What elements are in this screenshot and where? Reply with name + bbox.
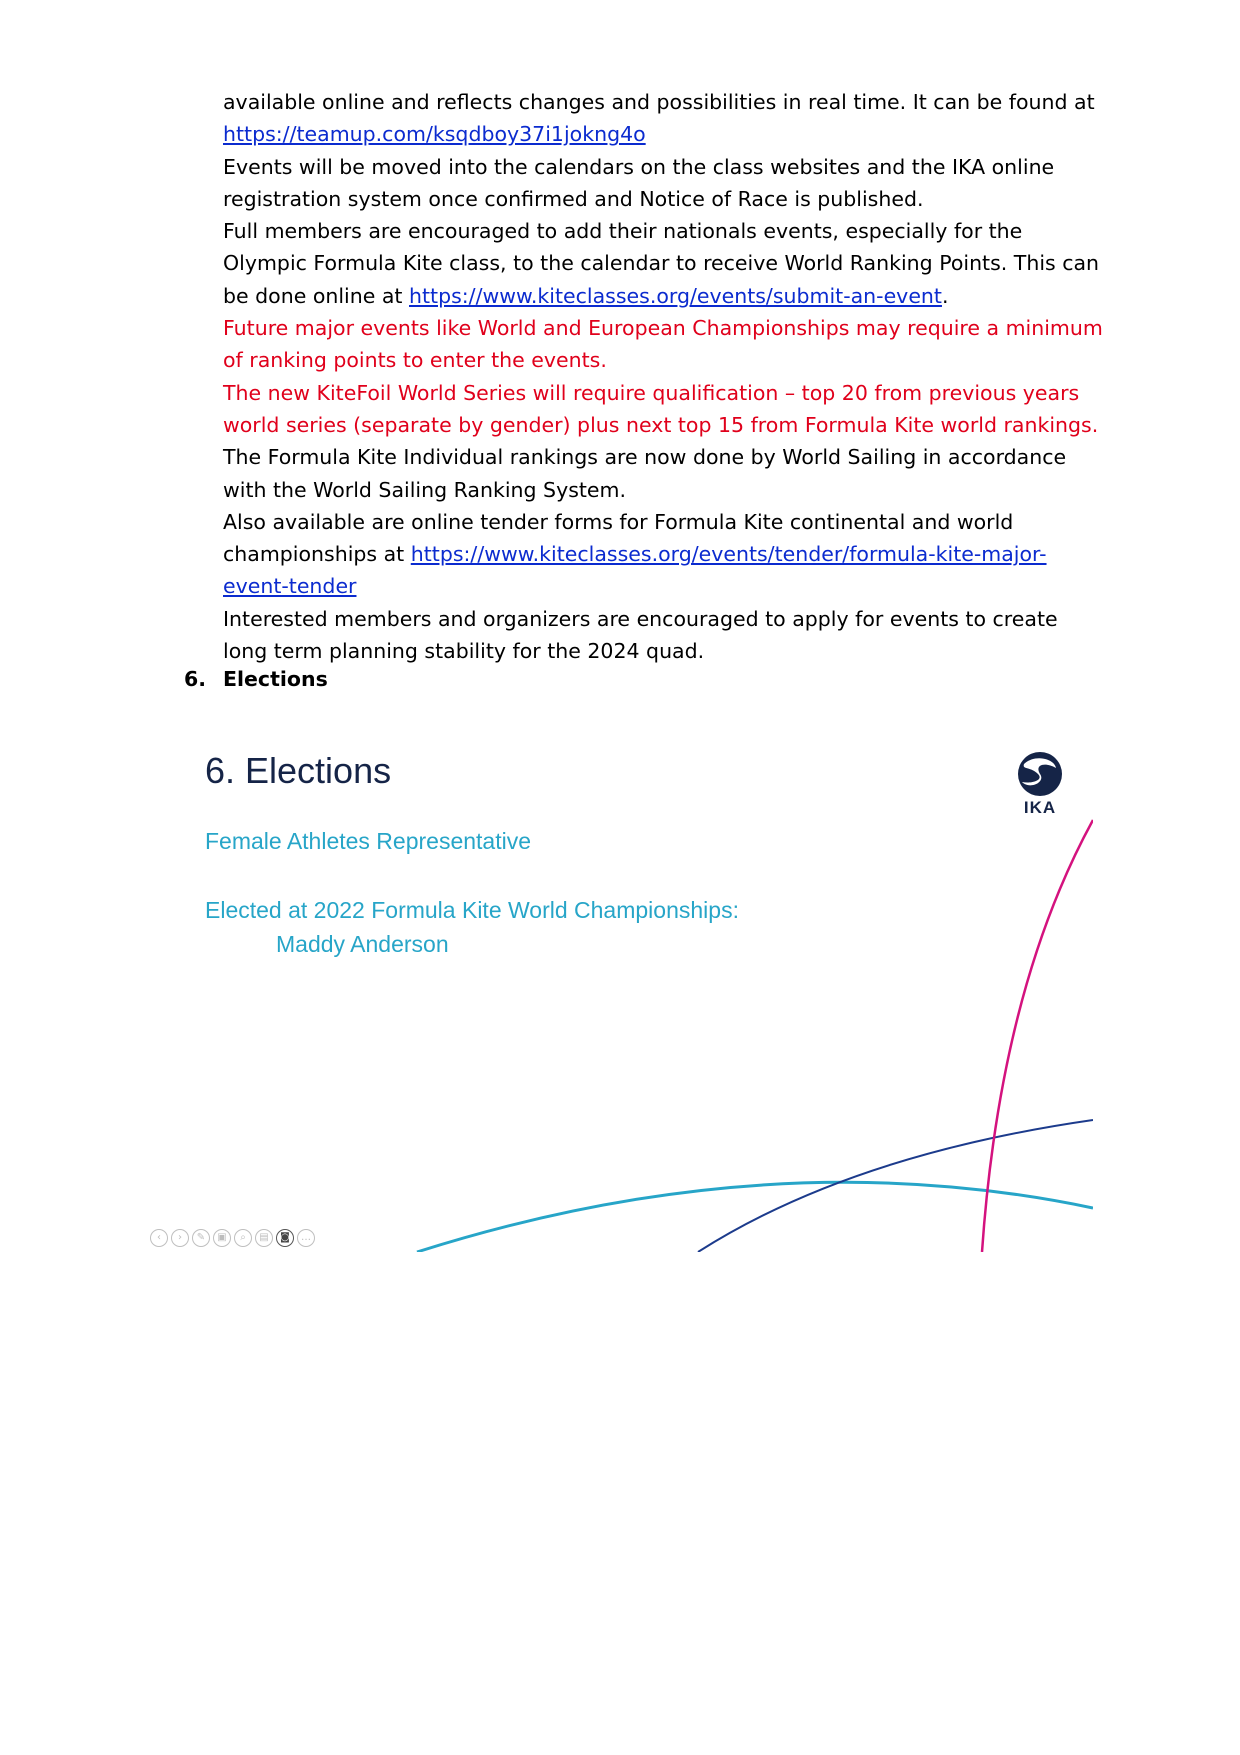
camera-glyph: ◙ [280, 1232, 290, 1243]
paragraph-tender [223, 506, 1103, 603]
slide-elected-line: Elected at 2022 Formula Kite World Championships: [205, 897, 739, 923]
full-members-text: Full members are encouraged to add their nationals events, especially for the Olympic Formula Kite class, to the calendar to receive World Ranking Points. This can be done online at [223, 219, 1100, 308]
subtitles-glyph: ▤ [259, 1232, 269, 1243]
tender-text: Also available are online tender forms for Formula Kite continental and world championships at [223, 509, 1014, 567]
section-heading [184, 667, 328, 691]
slide-elected-name: Maddy Anderson [276, 931, 449, 957]
more-glyph: … [301, 1232, 311, 1243]
slide-title: 6. Elections [205, 750, 392, 791]
paragraph-kitefoil-series: The new KiteFoil World Series will require qualification – top 20 from previous years world series (separate by gender) plus next top 15 from Formula Kite world rankings. [223, 380, 1099, 437]
slide-controls [150, 1229, 315, 1251]
paragraph-events-moved: Events will be moved into the calendars on the class websites and the IKA online registration system once confirmed and Notice of Race is published. [223, 154, 1055, 211]
slide-subtitle: Female Athletes Representative [205, 828, 532, 854]
paragraph-future-events: Future major events like World and European Championships may require a minimum of ranking points to enter the events. [223, 316, 1103, 373]
slides-glyph: ▣ [217, 1232, 227, 1243]
full-members-period: . [941, 283, 949, 308]
body-text [223, 86, 1103, 667]
next-glyph: › [178, 1232, 182, 1243]
tender-link[interactable]: https://www.kiteclasses.org/events/tender/formula-kite-major-event-tender [223, 542, 1047, 599]
zoom-glyph: ⌕ [240, 1232, 246, 1243]
submit-event-link[interactable]: https://www.kiteclasses.org/events/submit-an-event [409, 283, 942, 308]
section-number: 6. [184, 667, 207, 691]
pen-icon[interactable] [192, 1229, 210, 1247]
magenta-curve [982, 820, 1093, 1252]
paragraph-full-members [223, 215, 1103, 312]
calendar-text: available online and reflects changes and possibilities in real time. It can be found at [223, 90, 1095, 114]
paragraph-rankings: The Formula Kite Individual rankings are now done by World Sailing in accordance with the World Sailing Ranking System. [223, 445, 1067, 502]
prev-glyph: ‹ [157, 1232, 161, 1243]
slides-icon[interactable] [213, 1229, 231, 1247]
ika-swirl-icon [1010, 750, 1070, 800]
camera-icon[interactable] [276, 1229, 294, 1247]
zoom-icon[interactable] [234, 1229, 252, 1247]
more-icon[interactable] [297, 1229, 315, 1247]
pen-glyph: ✎ [196, 1232, 206, 1243]
teamup-link[interactable]: https://teamup.com/ksqdboy37i1jokng4o [223, 122, 646, 147]
paragraph-interested: Interested members and organizers are encouraged to apply for events to create long term planning stability for the 2024 quad. [223, 606, 1058, 664]
section-title: Elections [223, 667, 328, 691]
paragraph-calendar [223, 86, 1103, 151]
slide-image [150, 730, 1093, 1252]
ika-logo [1010, 750, 1070, 816]
prev-icon[interactable] [150, 1229, 168, 1247]
next-icon[interactable] [171, 1229, 189, 1247]
subtitles-icon[interactable] [255, 1229, 273, 1247]
cyan-curve [417, 1182, 1093, 1252]
ika-logo-text: IKA [1023, 798, 1057, 817]
decorative-curves [150, 730, 1093, 1252]
